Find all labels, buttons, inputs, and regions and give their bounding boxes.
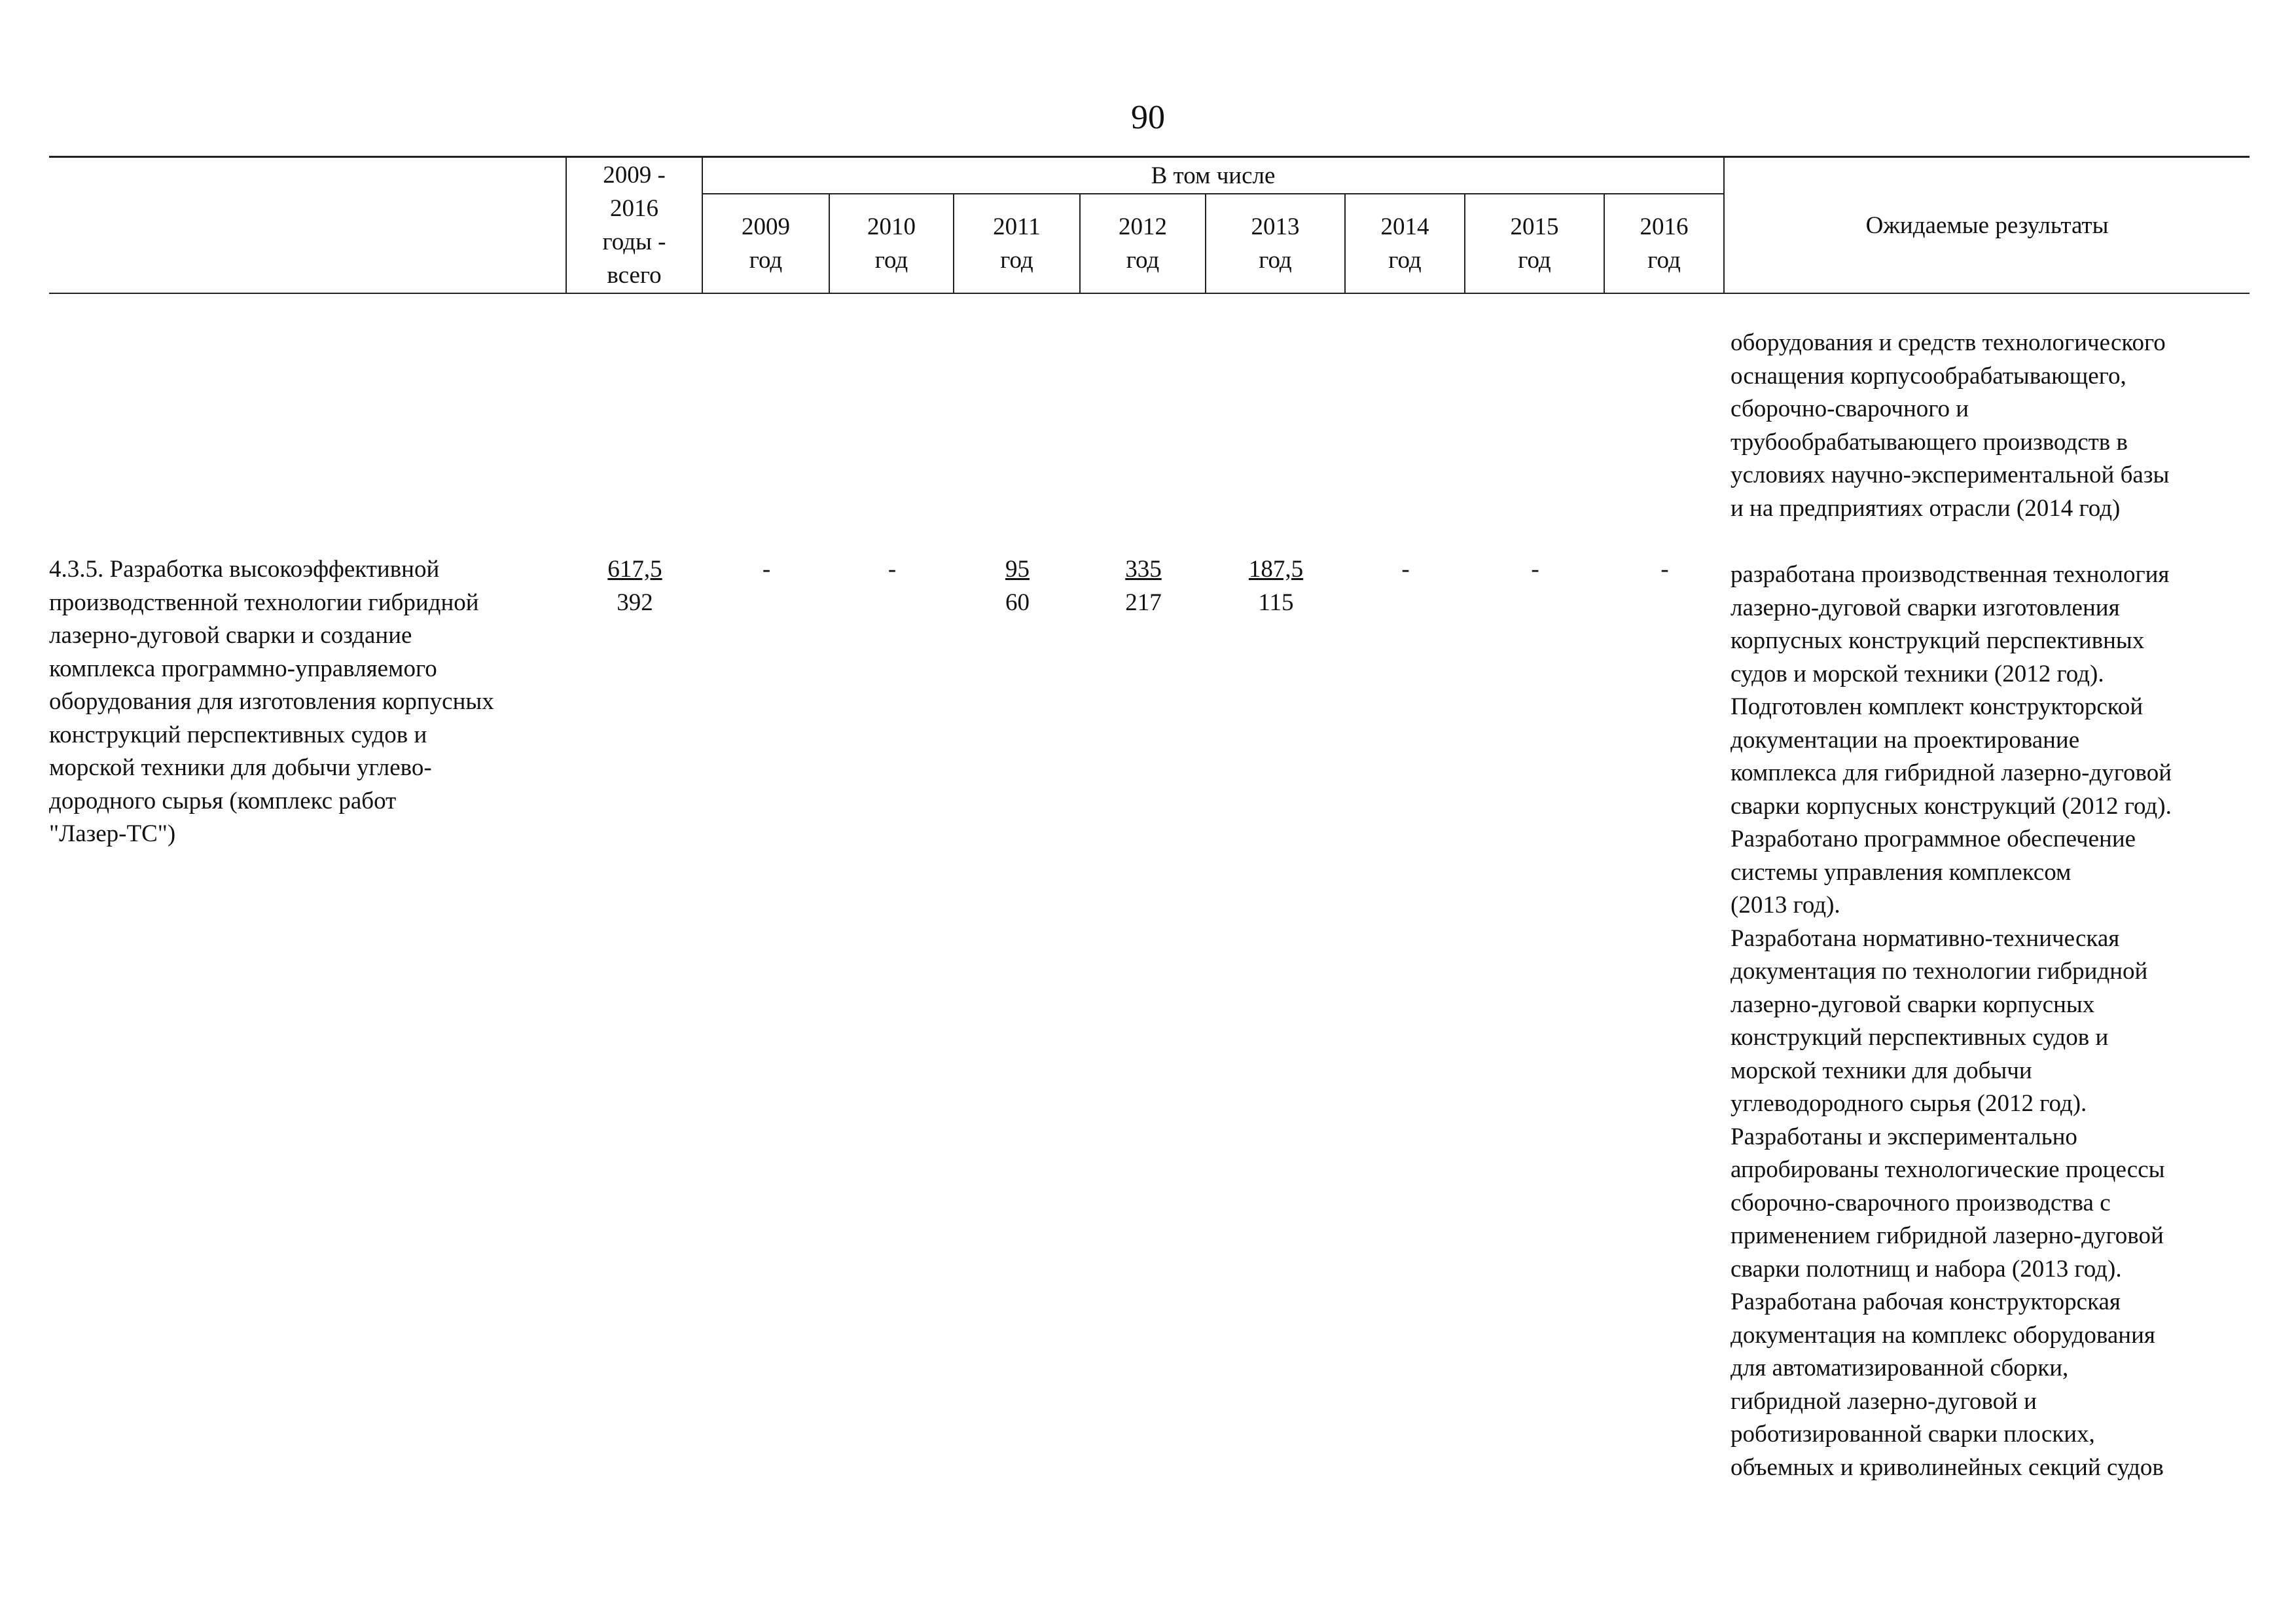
item-2013-top: 187,5: [1248, 556, 1304, 583]
header-total-label: 2009 - 2016 годы - всего: [602, 162, 666, 289]
item-2011-bottom: 60: [1005, 589, 1030, 616]
item-2015: -: [1531, 556, 1539, 583]
header-year-2015: 2015 год: [1465, 194, 1604, 293]
item-name: 4.3.5. Разработка высокоэффективной производственной технологии гибридной лазерно-дуговой сварки и создание комплекса программно-управляемого оборудования для изготовления корпусных конструкций перспективных судов и морской техники для добычи углево- дородного сырья (комплекс работ "Лазер-ТС"): [49, 556, 494, 847]
item-2014: -: [1401, 556, 1410, 583]
header-year-2013: 2013 год: [1206, 194, 1345, 293]
item-2012-bottom: 217: [1125, 589, 1162, 616]
item-2012: [1081, 553, 1206, 619]
item-2016: -: [1660, 556, 1669, 583]
item-2011: [954, 553, 1081, 619]
continuation-results-text: оборудования и средств технологического оснащения корпусообрабатывающего, сборочно-сварочного и трубообрабатывающего производств в условиях научно-экспериментальной базы и на предприятиях отрасли (2014 год): [1731, 329, 2170, 522]
page-number: 90: [1131, 99, 1165, 136]
table-header: [49, 156, 2250, 294]
header-year-2009: 2009 год: [702, 194, 829, 293]
item-2013: [1206, 553, 1346, 619]
header-total: [566, 157, 702, 294]
header-year-2011: 2011 год: [954, 194, 1080, 293]
header-year-2010: 2010 год: [829, 194, 954, 293]
item-2013-bottom: 115: [1258, 589, 1294, 616]
header-expected-results: Ожидаемые результаты: [1724, 157, 2250, 294]
item-2010: -: [888, 556, 897, 583]
item-total-bottom: 392: [617, 589, 653, 616]
item-total-top: 617,5: [607, 556, 662, 583]
header-year-2014: 2014 год: [1345, 194, 1465, 293]
header-blank-cell: [49, 157, 566, 294]
header-year-2016: 2016 год: [1604, 194, 1724, 293]
item-2012-top: 335: [1125, 556, 1162, 583]
item-2009: -: [762, 556, 771, 583]
continuation-results: [1731, 327, 2254, 525]
item-results: [1731, 558, 2254, 1484]
header-year-2012: 2012 год: [1080, 194, 1206, 293]
item-2011-top: 95: [1005, 556, 1030, 583]
item-results-text: разработана производственная технология лазерно-дуговой сварки изготовления корпусных конструкций перспективных судов и морской техники (2012 год). Подготовлен комплект конструкторской документации на проектирование комплекса для гибридной лазерно-дуговой сварки корпусных конструкций (2012 год). Разработано программное обеспечение системы управления комплексом (2013 год). Разработана нормативно-техническая документация по технологии гибридной лазерно-дуговой сварки корпусных конструкций перспективных судов и морской техники для добычи углеводородного сырья (2012 год). Разработаны и экспериментально апробированы технологические процессы сборочно-сварочного производства с применением гибридной лазерно-дуговой сварки полотнищ и набора (2013 год). Разработана рабочая конструкторская документация на комплекс оборудования для автоматизированной сборки, гибридной лазерно-дуговой и роботизированной сварки плоских, объемных и криволинейных секций судов: [1731, 561, 2172, 1481]
item-total: [567, 553, 703, 619]
header-in-that-number: В том числе: [702, 157, 1724, 194]
